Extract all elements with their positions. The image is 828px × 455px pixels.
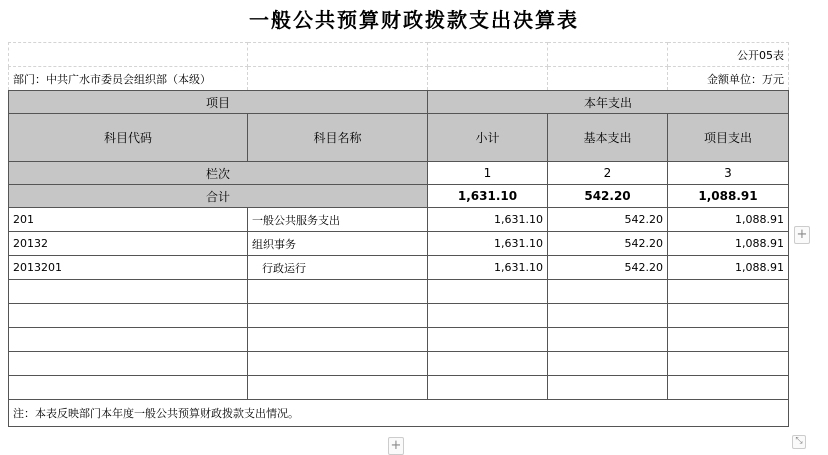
- total-basic: 542.20: [548, 185, 668, 208]
- resize-corner-icon: ⤡: [795, 436, 803, 446]
- row-subtotal: 1,631.10: [428, 208, 548, 232]
- empty-row: [9, 352, 789, 376]
- row-name: 组织事务: [248, 232, 428, 256]
- header-subject-name: 科目名称: [248, 114, 428, 162]
- column-number-1: 1: [428, 162, 548, 185]
- header-project: 项目: [9, 91, 428, 114]
- plus-icon: +: [796, 227, 808, 242]
- column-number-label: 栏次: [9, 162, 428, 185]
- table-note: 注：本表反映部门本年度一般公共预算财政拨款支出情况。: [9, 400, 789, 427]
- unit-row: [9, 67, 789, 91]
- header-row-2: [9, 114, 789, 162]
- table-row: [9, 208, 789, 232]
- header-current-year-expense: 本年支出: [428, 91, 789, 114]
- table-row: [9, 232, 789, 256]
- unit-label: 金额单位：万元: [668, 67, 789, 91]
- row-project: 1,088.91: [668, 256, 789, 280]
- table-row: [9, 256, 789, 280]
- expense-table: [8, 42, 789, 427]
- row-code: 201: [9, 208, 248, 232]
- column-number-2: 2: [548, 162, 668, 185]
- header-project-expense: 项目支出: [668, 114, 789, 162]
- form-number-row: [9, 43, 789, 67]
- row-project: 1,088.91: [668, 232, 789, 256]
- resize-handle[interactable]: [792, 435, 806, 449]
- column-number-3: 3: [668, 162, 789, 185]
- total-project: 1,088.91: [668, 185, 789, 208]
- department-label: 部门：中共广水市委员会组织部（本级）: [9, 67, 248, 91]
- row-basic: 542.20: [548, 208, 668, 232]
- column-number-row: [9, 162, 789, 185]
- row-subtotal: 1,631.10: [428, 232, 548, 256]
- row-name: 一般公共服务支出: [248, 208, 428, 232]
- header-basic-expense: 基本支出: [548, 114, 668, 162]
- header-subject-code: 科目代码: [9, 114, 248, 162]
- row-project: 1,088.91: [668, 208, 789, 232]
- row-code: 2013201: [9, 256, 248, 280]
- row-code: 20132: [9, 232, 248, 256]
- plus-icon: +: [390, 438, 402, 453]
- empty-row: [9, 304, 789, 328]
- header-row-1: [9, 91, 789, 114]
- note-row: [9, 400, 789, 427]
- total-label: 合计: [9, 185, 428, 208]
- form-number: 公开05表: [668, 43, 789, 67]
- empty-row: [9, 376, 789, 400]
- page-title: 一般公共预算财政拨款支出决算表: [249, 8, 579, 32]
- empty-row: [9, 328, 789, 352]
- row-name: 行政运行: [248, 256, 428, 280]
- row-basic: 542.20: [548, 232, 668, 256]
- empty-row: [9, 280, 789, 304]
- header-subtotal: 小计: [428, 114, 548, 162]
- add-row-button[interactable]: [388, 437, 404, 455]
- row-basic: 542.20: [548, 256, 668, 280]
- total-row: [9, 185, 789, 208]
- row-subtotal: 1,631.10: [428, 256, 548, 280]
- total-subtotal: 1,631.10: [428, 185, 548, 208]
- add-column-button[interactable]: [794, 226, 810, 244]
